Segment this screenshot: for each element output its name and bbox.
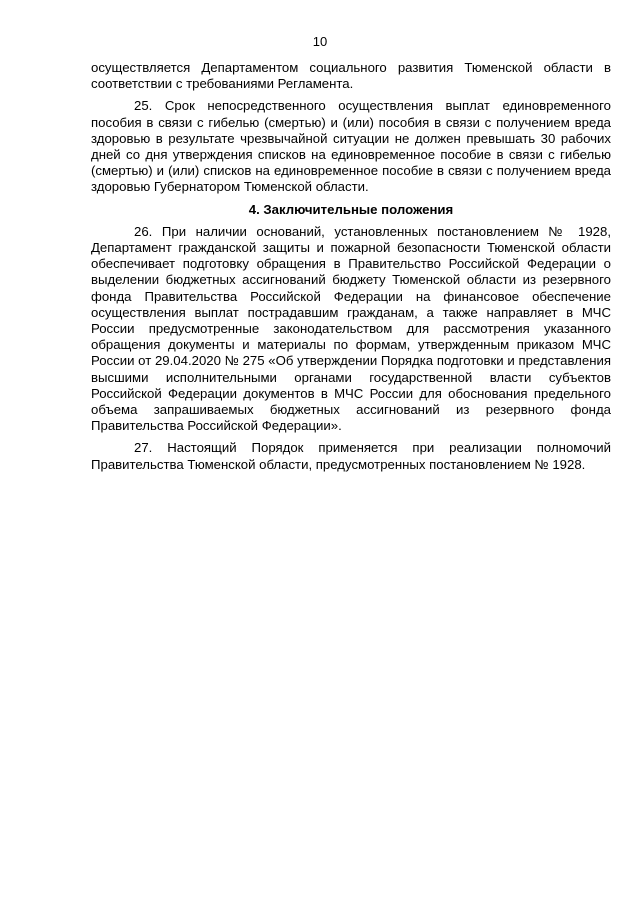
document-body (91, 60, 611, 479)
paragraph-25: 25. Срок непосредственного осуществления выплат единовременного пособия в связи с гибелью (смертью) и (или) пособия в связи с получением вреда здоровью в результате чрезвычайной ситуации не должен превышать 30 рабочих дней со дня утверждения списков на единовременное пособие в связи с гибелью (смертью) и (или) списков на единовременное пособие в связи с получением вреда здоровью Губернатором Тюменской области. (91, 98, 611, 195)
page-number: 10 (312, 34, 328, 49)
paragraph-continued: осуществляется Департаментом социального развития Тюменской области в соответствии с требованиями Регламента. (91, 60, 611, 92)
section-heading: 4. Заключительные положения (248, 201, 454, 217)
paragraph-27: 27. Настоящий Порядок применяется при реализации полномочий Правительства Тюменской области, предусмотренных постановлением № 1928. (91, 440, 611, 472)
paragraph-26: 26. При наличии оснований, установленных постановлением № 1928, Департамент гражданской защиты и пожарной безопасности Тюменской области обеспечивает подготовку обращения в Правительство Российской Федерации о выделении бюджетных ассигнований бюджету Тюменской области из резервного фонда Правительства Российской Федерации на финансовое обеспечение осуществления выплат пострадавшим гражданам, а также направляет в МЧС России предусмотренные законодательством для рассмотрения указанного обращения документы и материалы по формам, утвержденным приказом МЧС России от 29.04.2020 № 275 «Об утверждении Порядка подготовки и представления высшими исполнительными органами государственной власти субъектов Российской Федерации документов в МЧС России для обоснования предельного объема запрашиваемых бюджетных ассигнований из резервного фонда Правительства Российской Федерации». (91, 223, 611, 434)
